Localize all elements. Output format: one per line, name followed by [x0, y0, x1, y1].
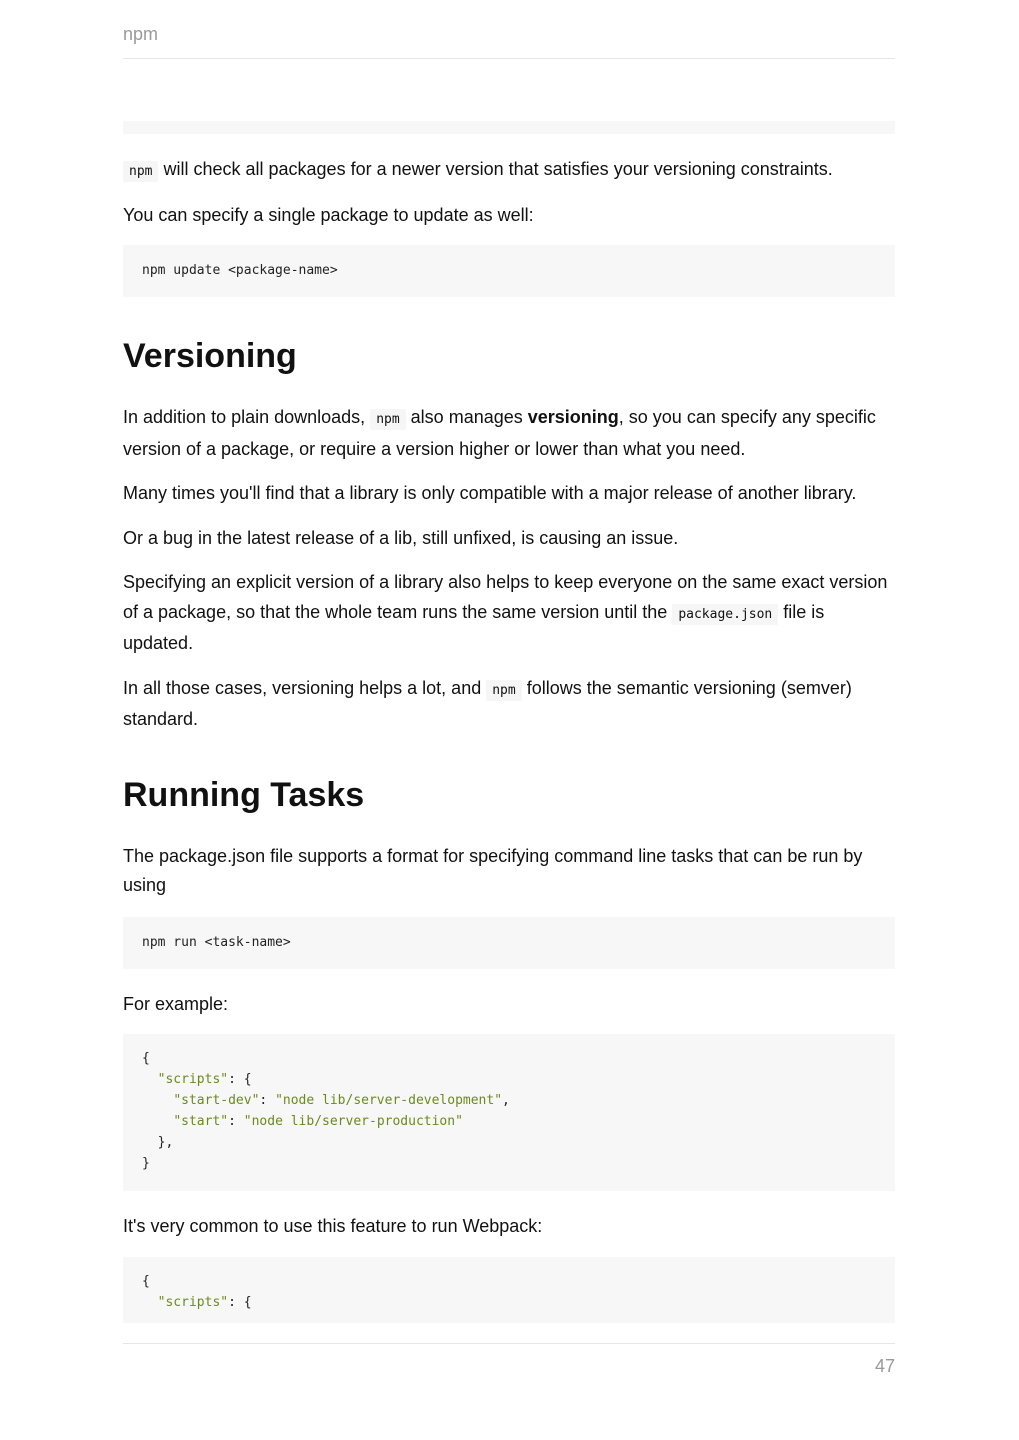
tasks-paragraph-2: For example:	[123, 993, 229, 1014]
code-block-scripts-example: { "scripts": { "start-dev": "node lib/server-development", "start": "node lib/server-production" }, }	[123, 1034, 895, 1191]
inline-code-npm: npm	[123, 161, 158, 182]
inline-code-npm: npm	[486, 680, 521, 701]
page-content	[123, 155, 895, 1323]
bold-versioning: versioning	[527, 407, 619, 427]
inline-code-package-json: package.json	[672, 604, 778, 625]
running-header: npm	[123, 24, 159, 44]
update-paragraph-1: npm will check all packages for a newer version that satisfies your versioning constraints.	[123, 155, 895, 187]
versioning-paragraph-3: Or a bug in the latest release of a lib, still unfixed, is causing an issue.	[123, 527, 679, 548]
header-divider	[123, 58, 895, 59]
footer-divider	[123, 1343, 895, 1344]
versioning-paragraph-1: In addition to plain downloads, npm also manages versioning, so you can specify any specific version of a package, or require a version higher or lower than what you need.	[123, 407, 876, 459]
tasks-paragraph-3: It's very common to use this feature to run Webpack:	[123, 1216, 543, 1236]
page-number: 47	[874, 1356, 895, 1376]
code-block-npm-update: npm update <package-name>	[123, 245, 895, 297]
versioning-paragraph-2: Many times you'll find that a library is only compatible with a major release of another library.	[123, 483, 857, 503]
versioning-paragraph-4: Specifying an explicit version of a library also helps to keep everyone on the same exact version of a package, so that the whole team runs the same version until the package.json file is updated.	[123, 572, 888, 653]
heading-versioning: Versioning	[123, 337, 297, 375]
heading-running-tasks: Running Tasks	[123, 775, 365, 814]
inline-code-npm: npm	[370, 409, 405, 430]
code-block-webpack-example: { "scripts": {	[123, 1257, 895, 1323]
code-block-continued	[123, 121, 895, 134]
tasks-paragraph-1: The package.json file supports a format for specifying command line tasks that can be run by using	[123, 845, 863, 895]
update-paragraph-2: You can specify a single package to update as well:	[123, 204, 534, 225]
versioning-paragraph-5: In all those cases, versioning helps a lot, and npm follows the semantic versioning (semver) standard.	[123, 677, 852, 729]
code-block-npm-run: npm run <task-name>	[123, 917, 895, 969]
